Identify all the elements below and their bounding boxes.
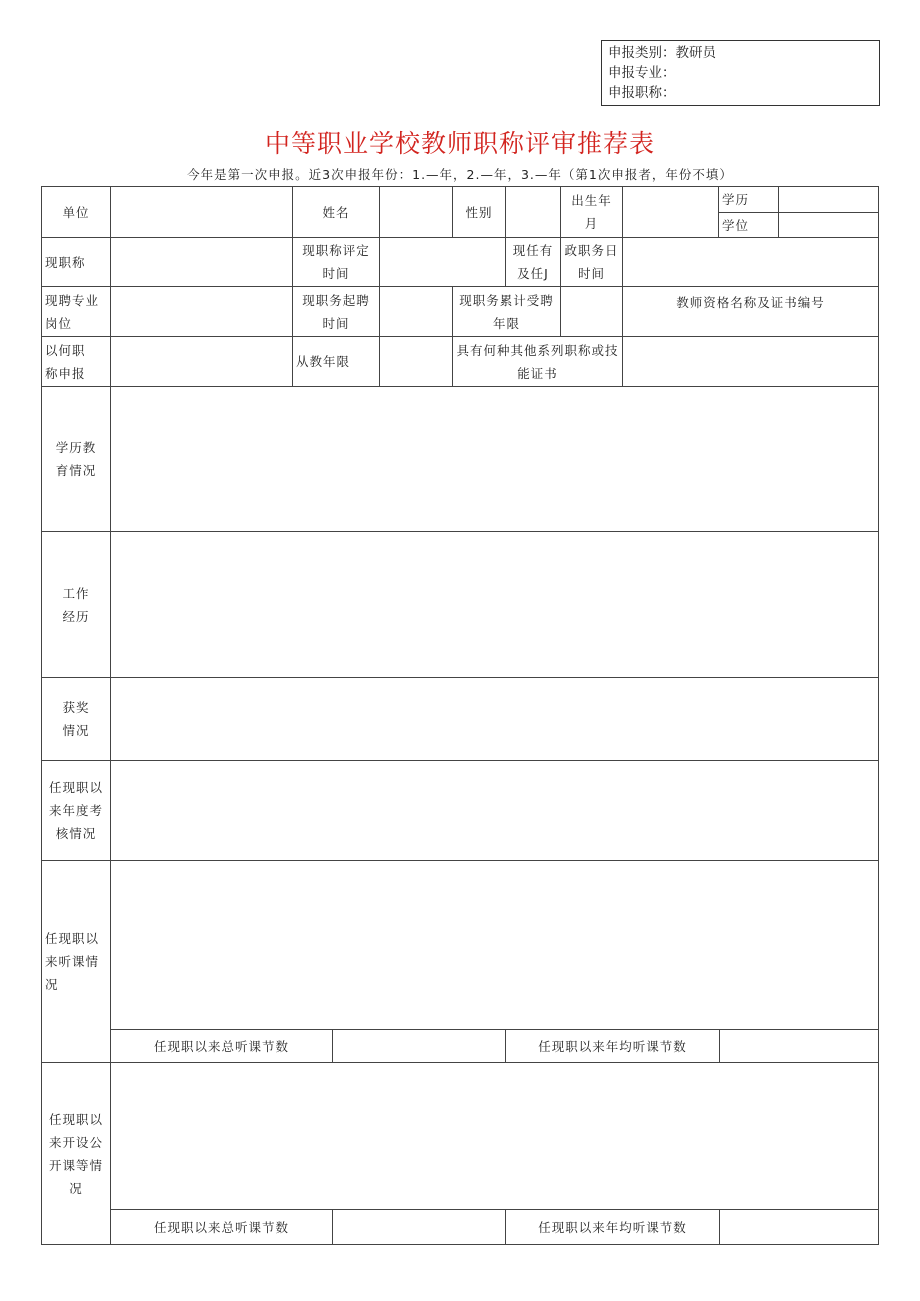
lecture-label: 任现职以来听课情况: [41, 860, 111, 1063]
education-label: 学历: [718, 186, 779, 213]
teacher-cert-label: 教师资格名称及证书编号: [622, 286, 879, 337]
work-history-label: 工作经历: [41, 531, 111, 678]
title-date-label: 现职称评定时间: [292, 237, 380, 287]
title-line: 申报职称：: [608, 85, 676, 101]
awards-field[interactable]: [110, 677, 879, 761]
name-field[interactable]: [379, 186, 453, 238]
apply-basis-field[interactable]: [110, 336, 293, 387]
current-title-field[interactable]: [110, 237, 293, 287]
work-history-field[interactable]: [110, 531, 879, 678]
post-start-label: 现职务起聘时间: [292, 286, 380, 337]
post-years-field[interactable]: [560, 286, 623, 337]
assessment-field[interactable]: [110, 760, 879, 861]
current-title-label: 现职称: [41, 237, 111, 287]
degree-field[interactable]: [778, 212, 879, 238]
unit-field[interactable]: [110, 186, 293, 238]
assessment-label: 任现职以来年度考核情况: [41, 760, 111, 861]
teach-years-field[interactable]: [379, 336, 453, 387]
teach-years-label: 从教年限: [292, 336, 380, 387]
open-avg-label: 任现职以来年均听课节数: [505, 1209, 720, 1245]
other-cert-field[interactable]: [622, 336, 879, 387]
category-line: [608, 43, 873, 63]
open-class-label: 任现职以来开设公开课等情况: [41, 1062, 111, 1245]
birth-field[interactable]: [622, 186, 719, 238]
awards-label: 获奖情况: [41, 677, 111, 761]
lecture-field[interactable]: [110, 860, 879, 1030]
form-title: 中等职业学校教师职称评审推荐表: [264, 129, 655, 158]
lecture-avg-field[interactable]: [719, 1029, 879, 1063]
current-post-field[interactable]: [110, 286, 293, 337]
post-start-field[interactable]: [379, 286, 453, 337]
post-years-label: 现职务累计受聘年限: [452, 286, 561, 337]
title-date-field[interactable]: [379, 237, 506, 287]
gender-label: 性别: [452, 186, 506, 238]
name-label: 姓名: [292, 186, 380, 238]
edu-history-label: 学历教育情况: [41, 386, 111, 532]
admin-date-field[interactable]: [622, 237, 879, 287]
open-class-field[interactable]: [110, 1062, 879, 1210]
unit-label: 单位: [41, 186, 111, 238]
current-post-label: 现聘专业岗位: [41, 286, 111, 337]
education-field[interactable]: [778, 186, 879, 213]
category-value: 教研员: [675, 45, 716, 61]
open-total-label: 任现职以来总听课节数: [110, 1209, 333, 1245]
open-avg-field[interactable]: [719, 1209, 879, 1245]
apply-basis-label: 以何职称申报: [41, 336, 111, 387]
admin-post-label: 现任有及任J: [505, 237, 561, 287]
open-total-field[interactable]: [332, 1209, 506, 1245]
admin-date-label: 政职务日时间: [560, 237, 623, 287]
gender-field[interactable]: [505, 186, 561, 238]
lecture-total-label: 任现职以来总听课节数: [110, 1029, 333, 1063]
category-label: 申报类别：: [608, 45, 676, 61]
major-line: 申报专业：: [608, 65, 676, 81]
birth-label: 出生年月: [560, 186, 623, 238]
lecture-avg-label: 任现职以来年均听课节数: [505, 1029, 720, 1063]
application-note: 今年是第一次申报。近3次申报年份：1.—年，2.—年，3.—年（第1次申报者，年份不填）: [187, 167, 733, 182]
other-cert-label: 具有何种其他系列职称或技能证书: [452, 336, 623, 387]
application-info-box: [601, 40, 880, 106]
edu-history-field[interactable]: [110, 386, 879, 532]
lecture-total-field[interactable]: [332, 1029, 506, 1063]
degree-label: 学位: [718, 212, 779, 238]
